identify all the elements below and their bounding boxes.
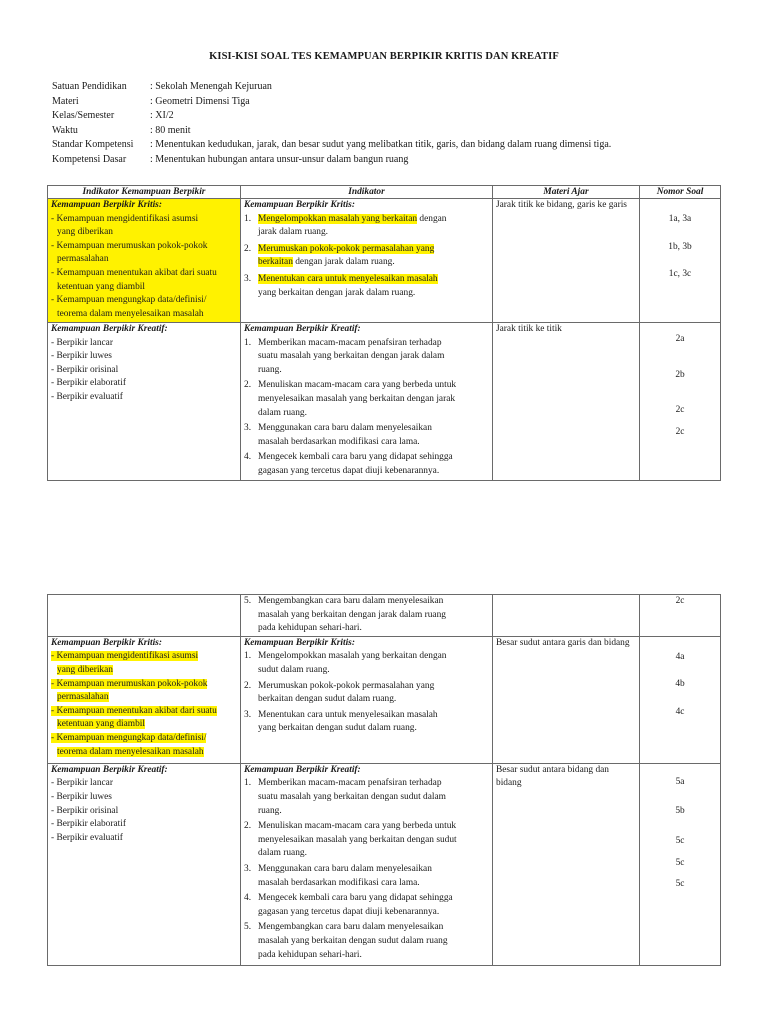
list-item: - Berpikir orisinal	[51, 364, 119, 375]
item-number: 5.	[244, 596, 252, 606]
item-text: masalah berdasarkan modifikasi cara lama.	[258, 877, 420, 888]
nomor-soal: 5b	[675, 806, 685, 817]
nomor-soal: 2c	[675, 405, 685, 416]
list-item	[244, 863, 489, 890]
kritis-heading: Kemampuan Berpikir Kritis:	[51, 200, 162, 210]
item-number: 4.	[244, 893, 252, 904]
item-text: Mengembangkan cara baru dalam menyelesaikan	[258, 922, 444, 933]
meta-info	[52, 80, 611, 167]
meta-key: Standar Kompetensi	[52, 139, 134, 150]
meta-key: Materi	[52, 95, 79, 107]
list-item: ketentuan yang diambil	[57, 281, 145, 292]
kreatif-indikator-cell	[241, 323, 493, 481]
nomor-soal: 1a, 3a	[668, 214, 692, 224]
kreatif-materi-cell	[493, 323, 640, 481]
kritis-materi-cell	[493, 636, 640, 763]
list-item: - Berpikir lancar	[51, 778, 113, 789]
table-row	[48, 323, 721, 481]
kritis-indikator-cell	[241, 636, 493, 763]
meta-row	[52, 153, 611, 168]
nomor-soal: 1b, 3b	[668, 241, 692, 252]
list-item: - Berpikir orisinal	[51, 805, 119, 816]
item-number: 1.	[244, 651, 252, 662]
item-number: 3.	[244, 709, 252, 720]
kritis-kemampuan-cell	[48, 636, 241, 763]
item-text: suatu masalah yang berkaitan dengan jarak dalam	[258, 351, 445, 362]
item-text: yang berkaitan dengan jarak dalam ruang.	[258, 287, 416, 298]
kritis-indikator-cell	[241, 199, 493, 323]
item-text: jarak dalam ruang.	[258, 227, 329, 238]
meta-key: Kelas/Semester	[52, 110, 115, 121]
indikator-heading: Kemampuan Berpikir Kritis:	[244, 200, 355, 210]
kritis-soal-cell	[640, 636, 721, 763]
highlighted-text: Merumuskan pokok-pokok permasalahan yang	[258, 243, 435, 254]
item-text: sudut dalam ruang.	[258, 664, 330, 675]
highlighted-text: - Kemampuan merumuskan pokok-pokok	[51, 678, 208, 689]
kreatif-kemampuan-cell	[48, 763, 241, 965]
indikator-heading: Kemampuan Berpikir Kreatif:	[244, 764, 361, 775]
item-text: masalah berdasarkan modifikasi cara lama.	[258, 436, 420, 447]
nomor-soal: 5c	[675, 857, 685, 868]
kritis-heading: Kemampuan Berpikir Kritis:	[51, 637, 162, 648]
list-item	[244, 777, 489, 818]
kreatif-heading: Kemampuan Berpikir Kreatif:	[51, 324, 168, 334]
meta-row	[52, 138, 611, 153]
table-header-row	[48, 186, 721, 199]
list-item: - Berpikir elaboratif	[51, 819, 126, 830]
highlighted-text: teorema dalam menyelesaikan masalah	[57, 746, 204, 757]
empty-cell	[48, 595, 241, 637]
meta-value: : 80 menit	[150, 124, 191, 136]
header-materi-ajar: Materi Ajar	[493, 186, 640, 199]
table-row	[48, 199, 721, 323]
list-item	[244, 379, 489, 420]
list-item: yang diberikan	[57, 227, 113, 238]
meta-row	[52, 124, 611, 139]
list-item	[244, 680, 489, 707]
empty-cell	[493, 595, 640, 637]
item-text: Mengecek kembali cara baru yang didapat sehingga	[258, 452, 453, 463]
item-text: dalam ruang.	[258, 848, 307, 859]
item-text: dengan jarak dalam ruang.	[292, 257, 395, 268]
list-item: - Berpikir evaluatif	[51, 391, 123, 402]
list-item	[244, 213, 489, 240]
list-item	[244, 243, 489, 270]
item-text: pada kehidupan sehari-hari.	[258, 949, 362, 960]
item-text: Memberikan macam-macam penafsiran terhadap	[258, 778, 442, 789]
item-number: 2.	[244, 243, 252, 254]
item-number: 4.	[244, 452, 252, 463]
materi-text: Jarak titik ke titik	[496, 324, 562, 334]
nomor-soal: 2c	[675, 596, 685, 606]
item-text: ruang.	[258, 364, 282, 375]
item-text: Menentukan cara untuk menyelesaikan masalah	[258, 709, 438, 720]
item-number: 2.	[244, 380, 252, 391]
header-nomor-soal: Nomor Soal	[640, 186, 721, 199]
item-text: masalah yang berkaitan dengan sudut dalam ruang	[258, 935, 448, 946]
list-item	[244, 273, 489, 300]
meta-key: Kompetensi Dasar	[52, 153, 127, 165]
header-indikator: Indikator	[241, 186, 493, 199]
item-text: dengan	[417, 213, 447, 224]
item-text: menyelesaikan masalah yang berkaitan dengan jarak	[258, 393, 456, 404]
indikator-heading: Kemampuan Berpikir Kreatif:	[244, 324, 361, 334]
kritis-soal-cell	[640, 199, 721, 323]
highlighted-text: ketentuan yang diambil	[57, 719, 145, 730]
meta-value: : Geometri Dimensi Tiga	[150, 95, 250, 107]
table-row	[48, 595, 721, 637]
item-text: masalah yang berkaitan dengan jarak dalam ruang	[258, 609, 446, 620]
item-number: 3.	[244, 863, 252, 874]
meta-value: : Menentukan kedudukan, jarak, dan besar sudut yang melibatkan titik, garis, dan bidang dalam ruang dimensi tiga.	[150, 139, 612, 150]
kreatif-soal-cell	[640, 323, 721, 481]
item-number: 3.	[244, 273, 252, 284]
list-item: - Kemampuan merumuskan pokok-pokok	[51, 240, 208, 251]
materi-text: Jarak titik ke bidang, garis ke garis	[496, 200, 627, 210]
item-text: Merumuskan pokok-pokok permasalahan yang	[258, 680, 435, 691]
item-text: gagasan yang tercetus dapat diuji kebenarannya.	[258, 906, 440, 917]
list-item	[244, 650, 489, 677]
item-text: yang berkaitan dengan sudut dalam ruang.	[258, 723, 417, 734]
list-item	[244, 595, 489, 636]
item-number: 1.	[244, 213, 252, 224]
kisi-table-1	[47, 185, 721, 481]
kreatif-heading: Kemampuan Berpikir Kreatif:	[51, 764, 168, 775]
item-text: Menuliskan macam-macam cara yang berbeda untuk	[258, 821, 457, 832]
list-item	[244, 422, 489, 449]
item-number: 5.	[244, 922, 252, 933]
item-text: dalam ruang.	[258, 407, 307, 418]
list-item: - Kemampuan mengidentifikasi asumsi	[51, 213, 199, 224]
item-text: Memberikan macam-macam penafsiran terhadap	[258, 337, 442, 348]
item-text: menyelesaikan masalah yang berkaitan dengan sudut	[258, 834, 457, 845]
list-item: - Berpikir elaboratif	[51, 378, 126, 389]
nomor-soal: 2c	[675, 426, 685, 437]
item-text: Mengelompokkan masalah yang berkaitan dengan	[258, 651, 447, 662]
meta-key: Satuan Pendidikan	[52, 81, 127, 92]
item-number: 2.	[244, 821, 252, 832]
highlighted-text: yang diberikan	[57, 664, 113, 675]
materi-text: Besar sudut antara bidang dan bidang	[496, 764, 609, 789]
meta-key: Waktu	[52, 124, 78, 136]
meta-row	[52, 95, 611, 110]
item-number: 1.	[244, 337, 252, 348]
nomor-soal: 5c	[675, 835, 685, 846]
cont-soal-cell	[640, 595, 721, 637]
list-item: teorema dalam menyelesaikan masalah	[57, 308, 204, 319]
document-title: KISI-KISI SOAL TES KEMAMPUAN BERPIKIR KRITIS DAN KREATIF	[209, 51, 559, 62]
kritis-kemampuan-cell	[48, 199, 241, 323]
list-item: - Kemampuan menentukan akibat dari suatu	[51, 267, 217, 278]
kreatif-kemampuan-cell	[48, 323, 241, 481]
list-item: permasalahan	[57, 254, 109, 265]
nomor-soal: 4a	[675, 651, 685, 662]
highlighted-text: Menentukan cara untuk menyelesaikan masalah	[258, 273, 438, 284]
highlighted-text: Mengelompokkan masalah yang berkaitan	[258, 213, 418, 224]
highlighted-text: permasalahan	[57, 692, 109, 703]
nomor-soal: 4b	[675, 679, 685, 690]
item-text: ruang.	[258, 805, 282, 816]
highlighted-text: - Kemampuan mengungkap data/definisi/	[51, 732, 207, 743]
header-indikator-kemampuan: Indikator Kemampuan Berpikir	[48, 186, 241, 199]
item-text: Menggunakan cara baru dalam menyelesaikan	[258, 863, 432, 874]
nomor-soal: 4c	[675, 706, 685, 717]
meta-value: : Sekolah Menengah Kejuruan	[150, 81, 272, 92]
item-number: 1.	[244, 778, 252, 789]
nomor-soal: 5a	[675, 776, 685, 787]
table-row	[48, 763, 721, 965]
list-item: - Kemampuan mengungkap data/definisi/	[51, 295, 207, 306]
table-row	[48, 636, 721, 763]
item-number: 3.	[244, 423, 252, 434]
list-item	[244, 820, 489, 861]
cont-indikator-cell	[241, 595, 493, 637]
item-text: Menuliskan macam-macam cara yang berbeda untuk	[258, 380, 457, 391]
item-text: pada kehidupan sehari-hari.	[258, 623, 362, 634]
kreatif-materi-cell	[493, 763, 640, 965]
list-item	[244, 451, 489, 478]
list-item	[244, 921, 489, 962]
kritis-materi-cell	[493, 199, 640, 323]
meta-row	[52, 80, 611, 95]
item-text: gagasan yang tercetus dapat diuji kebenarannya.	[258, 465, 440, 476]
list-item	[244, 337, 489, 378]
item-text: Mengecek kembali cara baru yang didapat sehingga	[258, 893, 453, 904]
kreatif-indikator-cell	[241, 763, 493, 965]
item-number: 2.	[244, 680, 252, 691]
list-item: - Berpikir evaluatif	[51, 832, 123, 843]
nomor-soal: 2a	[675, 334, 685, 344]
item-text: Mengembangkan cara baru dalam menyelesaikan	[258, 596, 444, 606]
list-item	[244, 892, 489, 919]
kreatif-soal-cell	[640, 763, 721, 965]
meta-value: : Menentukan hubungan antara unsur-unsur dalam bangun ruang	[150, 153, 409, 165]
nomor-soal: 1c, 3c	[668, 269, 692, 280]
materi-text: Besar sudut antara garis dan bidang	[496, 637, 630, 648]
kisi-table-2	[47, 594, 721, 966]
item-text: berkaitan dengan sudut dalam ruang.	[258, 694, 397, 705]
item-text: suatu masalah yang berkaitan dengan sudut dalam	[258, 791, 446, 802]
item-text: Menggunakan cara baru dalam menyelesaikan	[258, 423, 432, 434]
list-item: - Berpikir luwes	[51, 351, 112, 362]
nomor-soal: 5c	[675, 879, 685, 890]
highlighted-text: - Kemampuan mengidentifikasi asumsi	[51, 651, 199, 662]
list-item: - Berpikir lancar	[51, 337, 113, 348]
nomor-soal: 2b	[675, 369, 685, 380]
meta-row	[52, 109, 611, 124]
highlighted-text: - Kemampuan menentukan akibat dari suatu	[51, 705, 217, 716]
highlighted-text: berkaitan	[258, 257, 293, 268]
indikator-heading: Kemampuan Berpikir Kritis:	[244, 637, 355, 648]
list-item	[244, 709, 489, 736]
meta-value: : XI/2	[150, 110, 174, 121]
list-item: - Berpikir luwes	[51, 791, 112, 802]
